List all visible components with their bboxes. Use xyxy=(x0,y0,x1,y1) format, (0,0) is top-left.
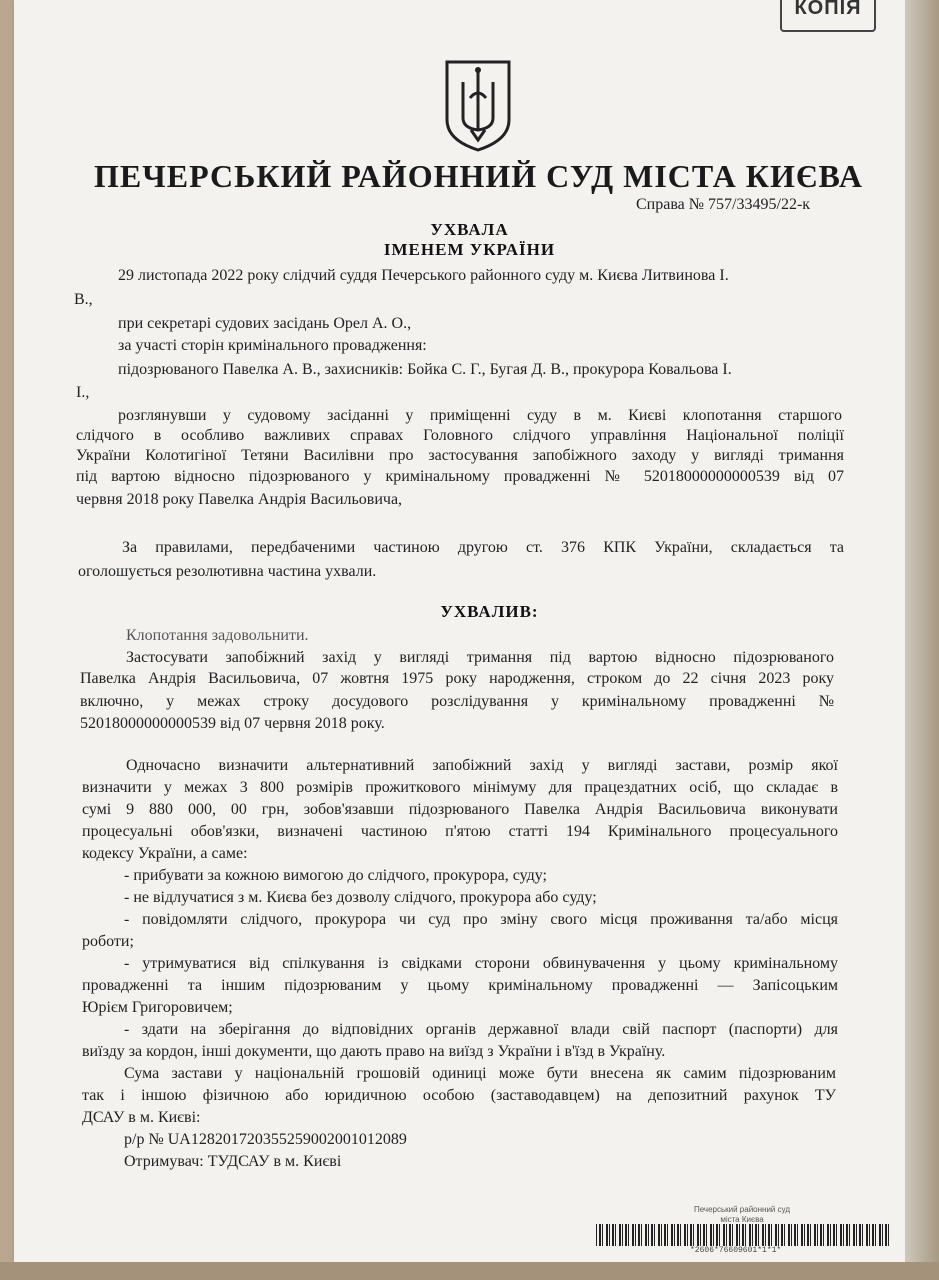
doc-subtitle: ІМЕНЕМ УКРАЇНИ xyxy=(383,240,556,259)
intro-line: І., xyxy=(76,384,90,401)
bank-account: р/р № UA128201720355259002001012089 xyxy=(124,1131,407,1148)
court-stamp-text xyxy=(672,1205,812,1225)
recipient: Отримувач: ТУДСАУ в м. Києві xyxy=(124,1153,342,1170)
page-edge xyxy=(905,0,939,1280)
bail-line: процесуальні обов'язки, визначені частиною п'ятою статті 194 Кримінального процесуального xyxy=(82,823,838,840)
considered-line: під вартою відносно підозрюваного у кримінальному провадженні № 52018000000000539 від 07 xyxy=(76,468,844,485)
decision-granted: Клопотання задовольнити. xyxy=(126,627,309,644)
trident-emblem-icon xyxy=(443,58,513,152)
duty-item: виїзду за кордон, інші документи, що дають право на виїзд з України і в'їзд в Україну. xyxy=(82,1043,666,1060)
barcode-text: *2606*76609601*1*1* xyxy=(690,1246,782,1255)
decision-heading: УХВАЛИВ: xyxy=(440,602,539,621)
duty-item: - утримуватися від спілкування із свідками сторони обвинувачення у цьому кримінальному xyxy=(124,955,838,972)
intro-line: при секретарі судових засідань Орел А. О., xyxy=(118,315,412,332)
barcode xyxy=(596,1224,890,1246)
desk-background xyxy=(0,1262,939,1280)
bail-line: Одночасно визначити альтернативний запобіжний захід у вигляді застави, розмір якої xyxy=(126,757,838,774)
payment-line: так і іншою фізичною або юридичною особою (заставодавцем) на депозитний рахунок ТУ xyxy=(82,1087,836,1104)
duty-item: провадженні та іншим підозрюваним у цьому кримінальному провадженні — Запісоцьким xyxy=(82,977,838,994)
considered-line: червня 2018 року Павелка Андрія Васильовича, xyxy=(76,491,403,508)
court-name: ПЕЧЕРСЬКИЙ РАЙОННИЙ СУД МІСТА КИЄВА xyxy=(94,158,863,194)
intro-line: підозрюваного Павелка А. В., захисників: Бойка С. Г., Бугая Д. В., прокурора Ковальова І. xyxy=(118,361,732,378)
duty-item: - прибувати за кожною вимогою до слідчого, прокурора, суду; xyxy=(124,867,547,884)
duty-item: - здати на зберігання до відповідних органів державної влади свій паспорт (паспорти) для xyxy=(124,1021,838,1038)
measure-line: 52018000000000539 від 07 червня 2018 року. xyxy=(80,715,385,732)
bail-line: визначити у межах 3 800 розмірів прожиткового мінімуму для працездатних осіб, що складає в xyxy=(82,779,838,796)
considered-line: розглянувши у судовому засіданні у приміщенні суду в м. Києві клопотання старшого xyxy=(118,407,842,424)
bail-line: кодексу України, а саме: xyxy=(82,845,248,862)
court-stamp-line: Печерський районний суд xyxy=(693,1205,791,1214)
payment-line: Сума застави у національній грошовій одиниці може бути внесена як самим підозрюваним xyxy=(124,1065,836,1082)
rules-line: За правилами, передбаченими частиною другою ст. 376 КПК України, складається та xyxy=(122,539,844,556)
case-number: Справа № 757/33495/22-к xyxy=(636,196,811,213)
duty-item: роботи; xyxy=(82,933,134,950)
rules-line: оголошується резолютивна частина ухвали. xyxy=(78,563,377,580)
measure-line: Застосувати запобіжний захід у вигляді тримання під вартою відносно підозрюваного xyxy=(126,649,834,666)
duty-item: - не відлучатися з м. Києва без дозволу слідчого, прокурора або суду; xyxy=(124,889,597,906)
payment-line: ДСАУ в м. Києві: xyxy=(82,1109,201,1126)
measure-line: включно, у межах строку досудового розслідування у кримінальному провадженні № xyxy=(80,693,834,710)
court-stamp-line: міста Києва xyxy=(720,1215,764,1224)
considered-line: України Колотигіної Тетяни Василівни про застосування запобіжного заходу у вигляді тримання xyxy=(76,447,844,464)
duty-item: Юрієм Григоровичем; xyxy=(82,999,233,1016)
intro-line: В., xyxy=(74,291,93,308)
copy-stamp: КОПІЯ xyxy=(780,0,876,32)
duty-item: - повідомляти слідчого, прокурора чи суд про зміну свого місця проживання та/або місця xyxy=(124,911,838,928)
bail-line: сумі 9 880 000, 00 грн, зобов'язавши підозрюваного Павелка Андрія Васильовича виконувати xyxy=(82,801,838,818)
doc-type: УХВАЛА xyxy=(430,220,509,239)
intro-line: за участі сторін кримінального провадження: xyxy=(118,337,427,354)
intro-line: 29 листопада 2022 року слідчий суддя Печерського районного суду м. Києва Литвинова І. xyxy=(118,267,729,284)
considered-line: слідчого в особливо важливих справах Головного слідчого управління Національної поліції xyxy=(76,427,844,444)
measure-line: Павелка Андрія Васильовича, 07 жовтня 1975 року народження, строком до 22 січня 2023 року xyxy=(80,670,834,687)
